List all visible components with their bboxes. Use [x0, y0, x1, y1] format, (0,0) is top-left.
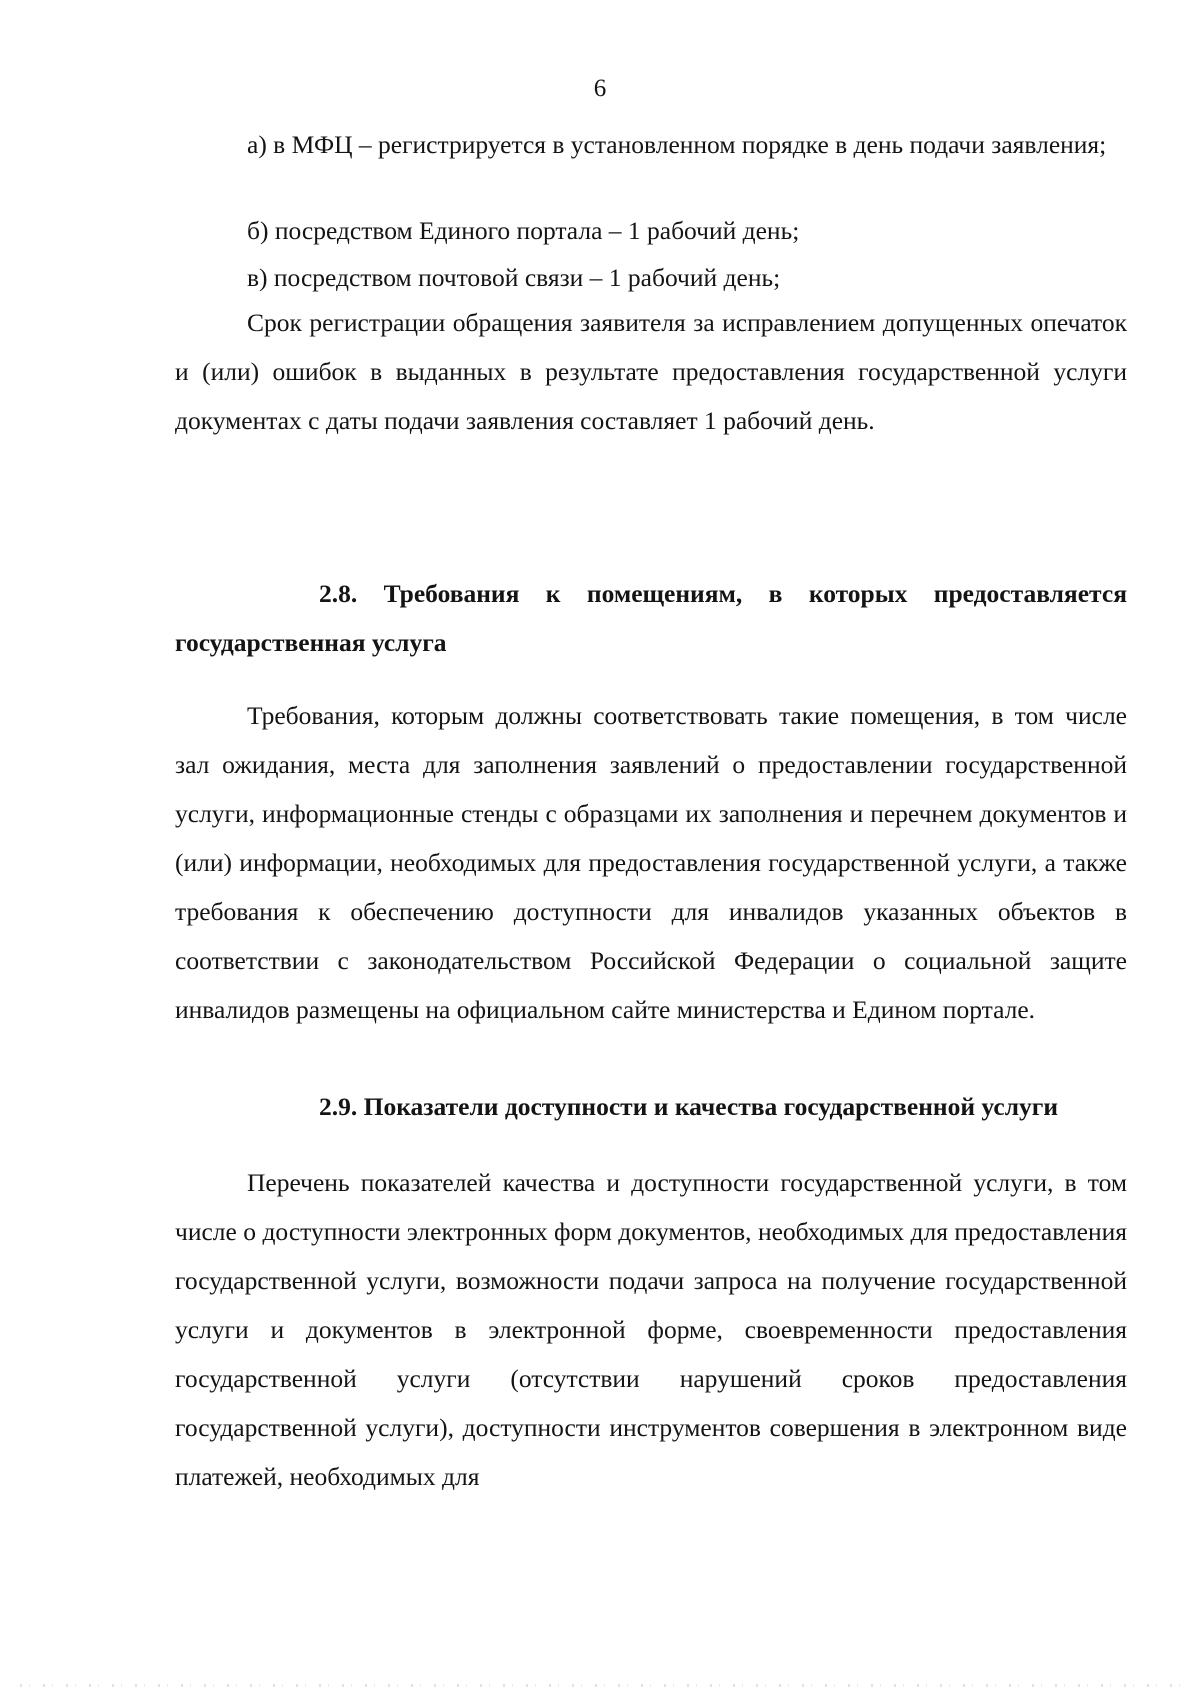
section-2-9-number: 2.9.	[319, 1092, 358, 1121]
section-2-9-title: Показатели доступности и качества государственной услуги	[363, 1092, 1059, 1121]
section-2-8-title: Требования к помещениям, в которых предоставляется государственная услуга	[175, 579, 1127, 657]
page-number: 6	[593, 75, 607, 102]
paragraph-registration-term: Срок регистрации обращения заявителя за исправлением допущенных опечаток и (или) ошибок в выданных в результате предоставления государственной услуги документах с даты подачи заявления составляет 1 рабочий день.	[175, 308, 1127, 435]
paragraph-registration-portal: б) посредством Единого портала – 1 рабочий день;	[247, 216, 800, 245]
section-2-9-body: Перечень показателей качества и доступности государственной услуги, в том числе о доступности электронных форм документов, необходимых для предоставления государственной услуги, возможности подачи запроса на получение государственной услуги и документов в электронной форме, своевременности предоставления государственной услуги (отсутствии нарушений сроков предоставления государственной услуги), доступности инструментов совершения в электронном виде платежей, необходимых для	[175, 1168, 1127, 1491]
scan-artifact	[20, 1684, 1180, 1687]
section-2-8-heading	[175, 569, 1127, 667]
section-2-8-body: Требования, которым должны соответствовать такие помещения, в том числе зал ожидания, места для заполнения заявлений о предоставлении государственной услуги, информационные стенды с образцами их заполнения и перечнем документов и (или) информации, необходимых для предоставления государственной услуги, а также требования к обеспечению доступности для инвалидов указанных объектов в соответствии с законодательством Российской Федерации о социальной защите инвалидов размещены на официальном сайте министерства и Едином портале.	[175, 701, 1127, 1024]
paragraph-registration-post: в) посредством почтовой связи – 1 рабочий день;	[247, 263, 781, 292]
section-2-8-number: 2.8.	[319, 579, 358, 608]
paragraph-registration-mfc: а) в МФЦ – регистрируется в установленном порядке в день подачи заявления;	[247, 130, 1107, 159]
section-2-9-heading	[175, 1082, 1127, 1131]
